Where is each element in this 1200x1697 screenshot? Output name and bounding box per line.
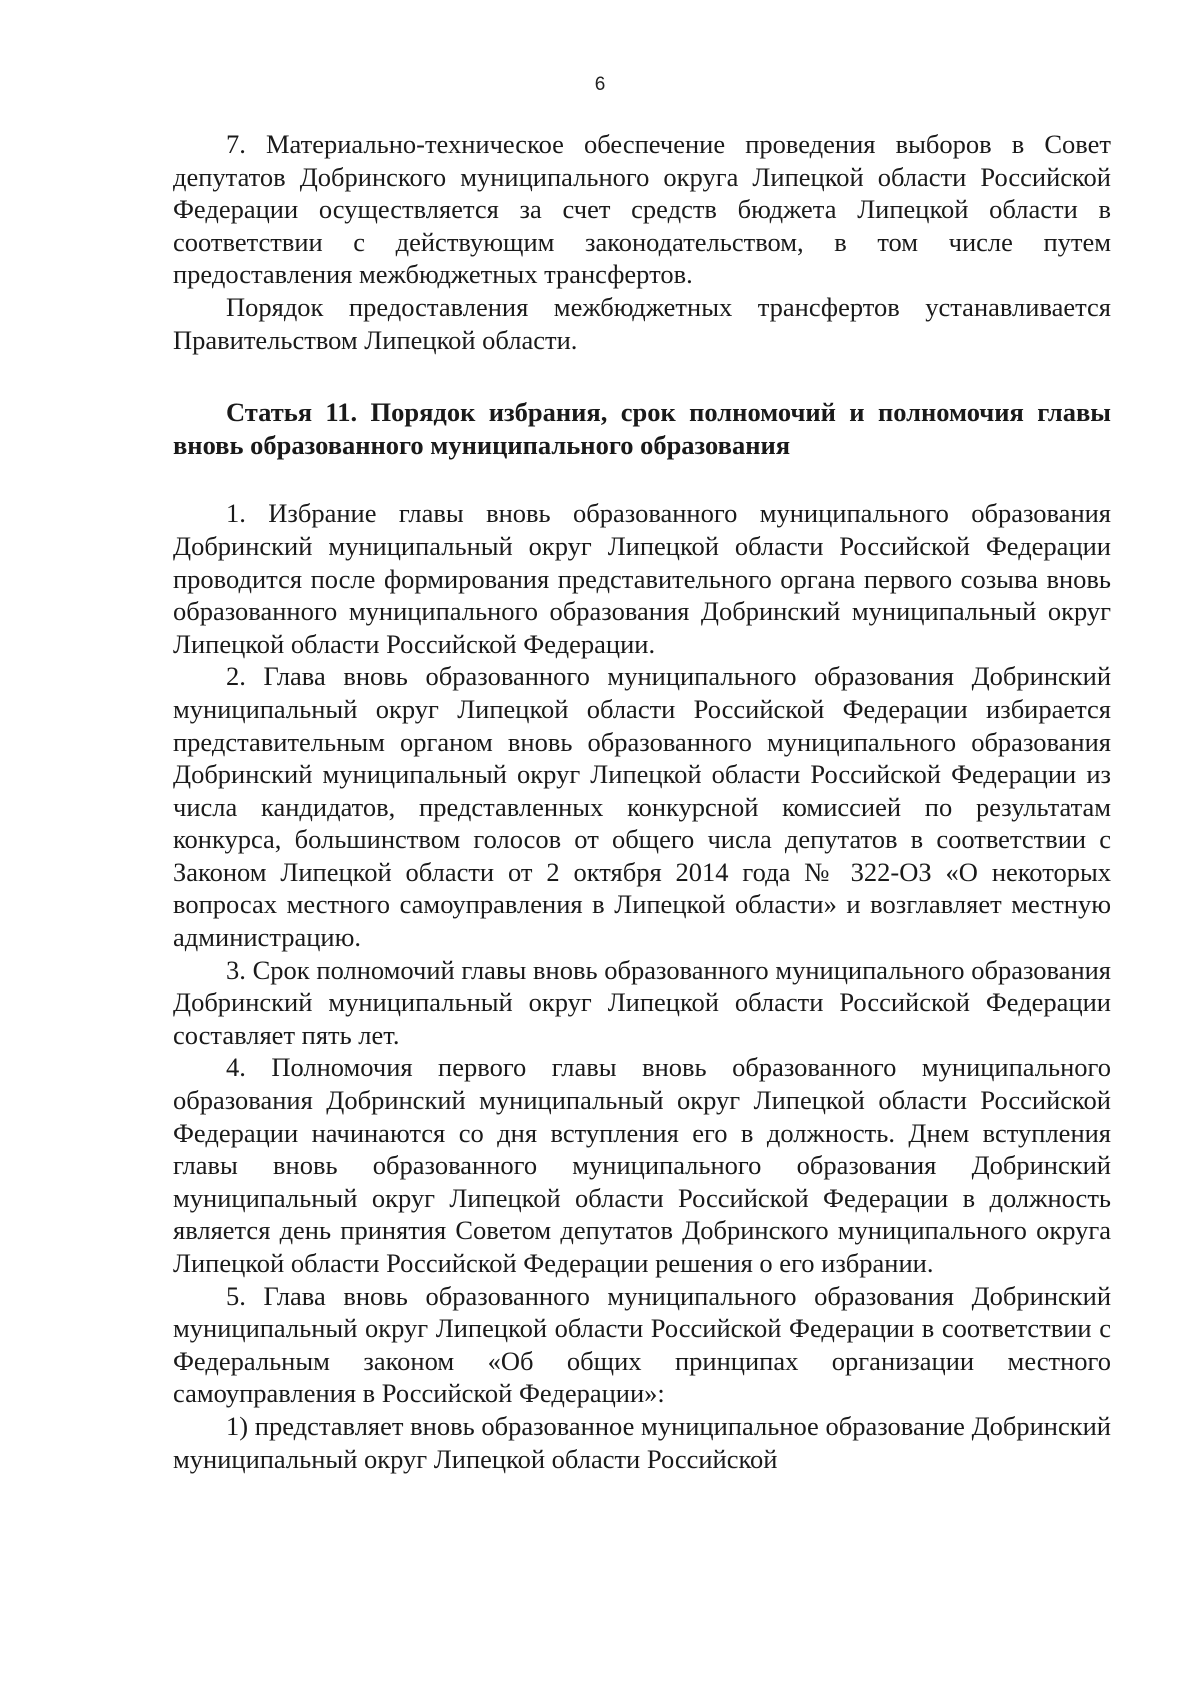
paragraph-transfer-procedure: Порядок предоставления межбюджетных трансфертов устанавливается Правительством Липецкой области. (173, 291, 1111, 355)
paragraph-7-funding: 7. Материально-техническое обеспечение проведения выборов в Совет депутатов Добринского муниципального округа Липецкой области Российской Федерации осуществляется за счет средств бюджета Липецкой области в соответствии с действующим законодательством, в том числе путем предоставления межбюджетных трансфертов. (173, 129, 1111, 290)
article-11-item-4: 4. Полномочия первого главы вновь образованного муниципального образования Добринский муниципальный округ Липецкой области Российской Федерации начинаются со дня вступления его в должность. Днем вступления главы вновь образованного муниципального образования Добринский муниципальный округ Липецкой области Российской Федерации в должность является день принятия Советом депутатов Добринского муниципального округа Липецкой области Российской Федерации решения о его избрании. (173, 1052, 1111, 1278)
article-11-subitem-1: 1) представляет вновь образованное муниципальное образование Добринский муниципальный округ Липецкой области Российской (173, 1410, 1111, 1474)
article-11-item-1: 1. Избрание главы вновь образованного муниципального образования Добринский муниципальный округ Липецкой области Российской Федерации проводится после формирования представительного органа первого созыва вновь образованного муниципального образования Добринский муниципальный округ Липецкой области Российской Федерации. (173, 498, 1111, 659)
article-11-item-5: 5. Глава вновь образованного муниципального образования Добринский муниципальный округ Липецкой области Российской Федерации в соответствии с Федеральным законом «Об общих принципах организации местного самоуправления в Российской Федерации»: (173, 1280, 1111, 1409)
page-number: 6 (594, 74, 606, 95)
article-11-item-3: 3. Срок полномочий главы вновь образованного муниципального образования Добринский муниципальный округ Липецкой области Российской Федерации составляет пять лет. (173, 954, 1111, 1050)
document-body (173, 128, 1111, 1475)
article-11-heading: Статья 11. Порядок избрания, срок полномочий и полномочия главы вновь образованного муниципального образования (173, 397, 1111, 460)
article-11-item-2: 2. Глава вновь образованного муниципального образования Добринский муниципальный округ Липецкой области Российской Федерации избирается представительным органом вновь образованного муниципального образования Добринский муниципальный округ Липецкой области Российской Федерации из числа кандидатов, представленных конкурсной комиссией по результатам конкурса, большинством голосов от общего числа депутатов в соответствии с Законом Липецкой области от 2 октября 2014 года № 322-ОЗ «О некоторых вопросах местного самоуправления в Липецкой области» и возглавляет местную администрацию. (173, 661, 1111, 953)
